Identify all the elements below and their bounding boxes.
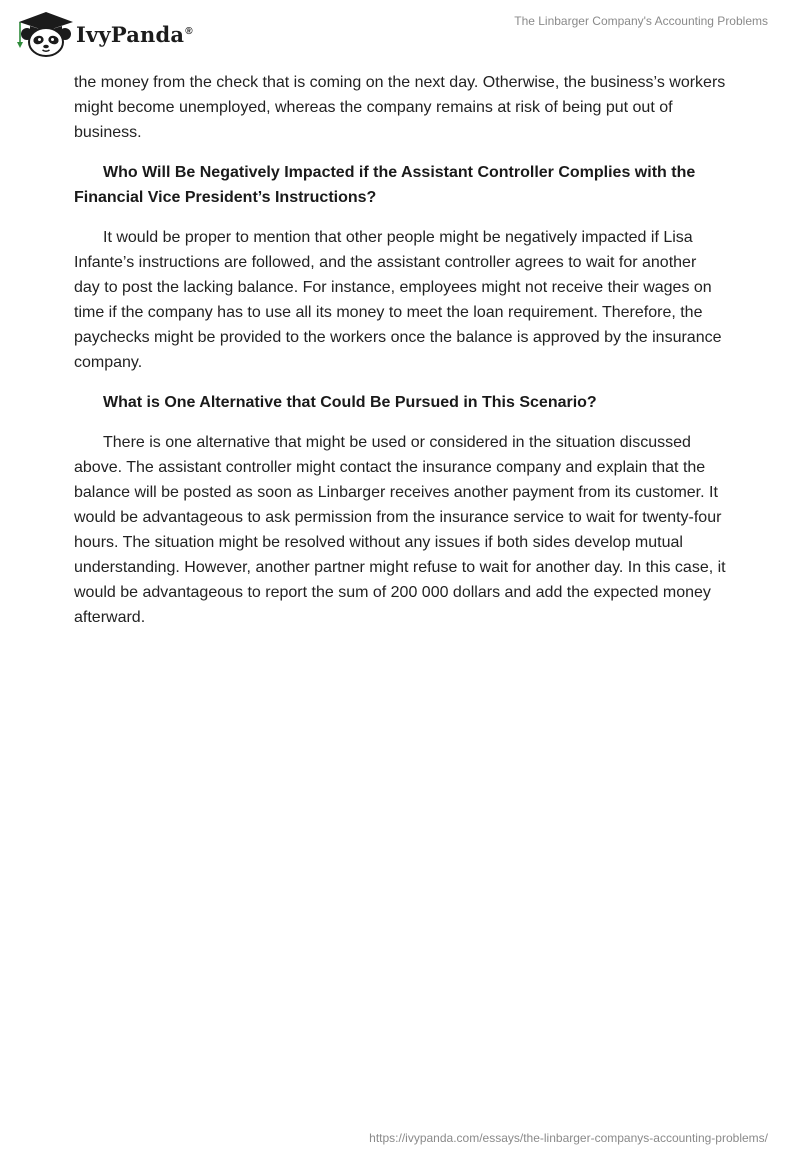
- brand-logo[interactable]: [14, 8, 193, 58]
- document-title: The Linbarger Company's Accounting Problems: [514, 14, 768, 28]
- paragraph-impact: It would be proper to mention that other people might be negatively impacted if Lisa Infante’s instructions are followed, and the assistant controller agrees to wait for another day to post the lacking balance. For instance, employees might not receive their wages on time if the company has to use all its money to meet the loan requirement. Therefore, the paychecks might be provided to the workers once the balance is approved by the insurance company.: [74, 229, 722, 371]
- page-header: [0, 0, 800, 66]
- brand-name: IvyPanda®: [76, 21, 193, 47]
- section-heading-impact: Who Will Be Negatively Impacted if the Assistant Controller Complies with the Financial Vice President’s Instructions?: [74, 164, 696, 206]
- section-heading-alternative: What is One Alternative that Could Be Pursued in This Scenario?: [103, 394, 597, 411]
- panda-graduate-icon: [14, 8, 74, 58]
- source-url-link[interactable]: https://ivypanda.com/essays/the-linbarger-companys-accounting-problems/: [369, 1131, 768, 1145]
- paragraph-continued: the money from the check that is coming on the next day. Otherwise, the business’s workers might become unemployed, whereas the company remains at risk of being put out of business.: [74, 74, 726, 141]
- essay-body: [74, 70, 726, 645]
- paragraph-alternative: There is one alternative that might be used or considered in the situation discussed above. The assistant controller might contact the insurance company and explain that the balance will be posted as soon as Linbarger receives another payment from its customer. It would be advantageous to ask permission from the insurance service to wait for twenty-four hours. The situation might be resolved without any issues if both sides develop mutual understanding. However, another partner might refuse to wait for another day. In this case, it would be advantageous to report the sum of 200 000 dollars and add the expected money afterward.: [74, 434, 726, 626]
- registered-mark: ®: [185, 25, 193, 37]
